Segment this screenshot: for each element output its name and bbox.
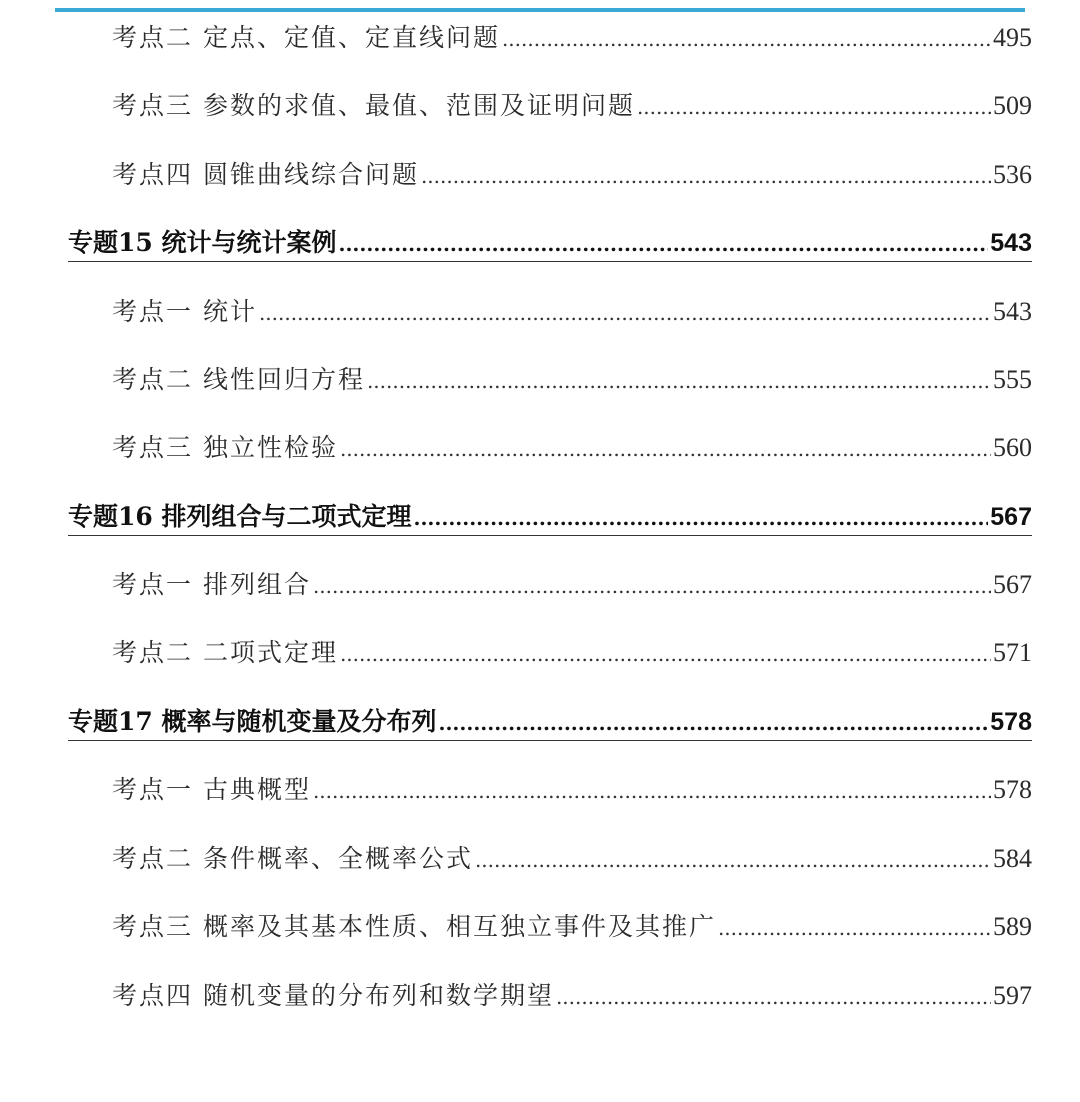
toc-entry-page: 495 <box>993 23 1032 52</box>
dot-leader <box>367 371 991 391</box>
toc-entry-title: 考点二 线性回归方程 <box>112 365 365 394</box>
toc-chapter[interactable] <box>68 497 1032 536</box>
dot-leader <box>340 439 991 459</box>
toc-entry[interactable] <box>112 633 1032 673</box>
toc-entry-page: 571 <box>993 638 1032 667</box>
toc-entry[interactable] <box>112 18 1032 58</box>
toc-entry-title: 考点二 二项式定理 <box>112 638 338 667</box>
toc-entry-page: 509 <box>993 91 1032 120</box>
toc-entry[interactable] <box>112 86 1032 126</box>
dot-leader <box>637 97 991 117</box>
dot-leader <box>421 166 991 186</box>
toc-chapter[interactable] <box>68 223 1032 262</box>
toc-entry-page: 584 <box>993 844 1032 873</box>
toc-entry[interactable] <box>112 907 1032 947</box>
toc-chapter-title: 专题17 概率与随机变量及分布列 <box>68 707 437 736</box>
toc-entry[interactable] <box>112 155 1032 195</box>
toc-entry-title: 考点一 统计 <box>112 297 257 326</box>
toc-entry[interactable] <box>112 976 1032 1016</box>
toc-entry[interactable] <box>112 360 1032 400</box>
toc-entry-title: 考点一 排列组合 <box>112 570 311 599</box>
dot-leader <box>439 713 989 733</box>
toc-chapter-page: 578 <box>990 708 1032 736</box>
toc-entry-title: 考点二 定点、定值、定直线问题 <box>112 23 500 52</box>
dot-leader <box>475 850 991 870</box>
dot-leader <box>313 576 991 596</box>
toc-entry[interactable] <box>112 770 1032 810</box>
toc-entry[interactable] <box>112 292 1032 332</box>
dot-leader <box>339 234 989 254</box>
toc-chapter-page: 567 <box>990 503 1032 531</box>
toc-chapter-title: 专题15 统计与统计案例 <box>68 228 337 257</box>
toc-entry-page: 560 <box>993 433 1032 462</box>
toc-entry-title: 考点一 古典概型 <box>112 775 311 804</box>
toc-entry-page: 597 <box>993 981 1032 1010</box>
toc-chapter-page: 543 <box>990 229 1032 257</box>
dot-leader <box>340 644 991 664</box>
toc-entry[interactable] <box>112 839 1032 879</box>
toc-entry-page: 543 <box>993 297 1032 326</box>
toc-entry-page: 536 <box>993 160 1032 189</box>
dot-leader <box>313 781 991 801</box>
dot-leader <box>414 508 989 528</box>
toc-entry-title: 考点二 条件概率、全概率公式 <box>112 844 473 873</box>
toc-entry-page: 567 <box>993 570 1032 599</box>
toc-entry-title: 考点三 参数的求值、最值、范围及证明问题 <box>112 91 635 120</box>
dot-leader <box>259 303 991 323</box>
toc-entry-page: 578 <box>993 775 1032 804</box>
toc-entry-title: 考点四 圆锥曲线综合问题 <box>112 160 419 189</box>
toc-entry[interactable] <box>112 428 1032 468</box>
toc-chapter-title: 专题16 排列组合与二项式定理 <box>68 502 412 531</box>
toc-entry-page: 555 <box>993 365 1032 394</box>
toc-entry-title: 考点四 随机变量的分布列和数学期望 <box>112 981 554 1010</box>
dot-leader <box>502 29 991 49</box>
toc-entry-title: 考点三 概率及其基本性质、相互独立事件及其推广 <box>112 912 716 941</box>
toc-chapter[interactable] <box>68 702 1032 741</box>
toc-entry-page: 589 <box>993 912 1032 941</box>
dot-leader <box>556 987 991 1007</box>
toc-entry[interactable] <box>112 565 1032 605</box>
toc-entry-title: 考点三 独立性检验 <box>112 433 338 462</box>
dot-leader <box>718 918 991 938</box>
